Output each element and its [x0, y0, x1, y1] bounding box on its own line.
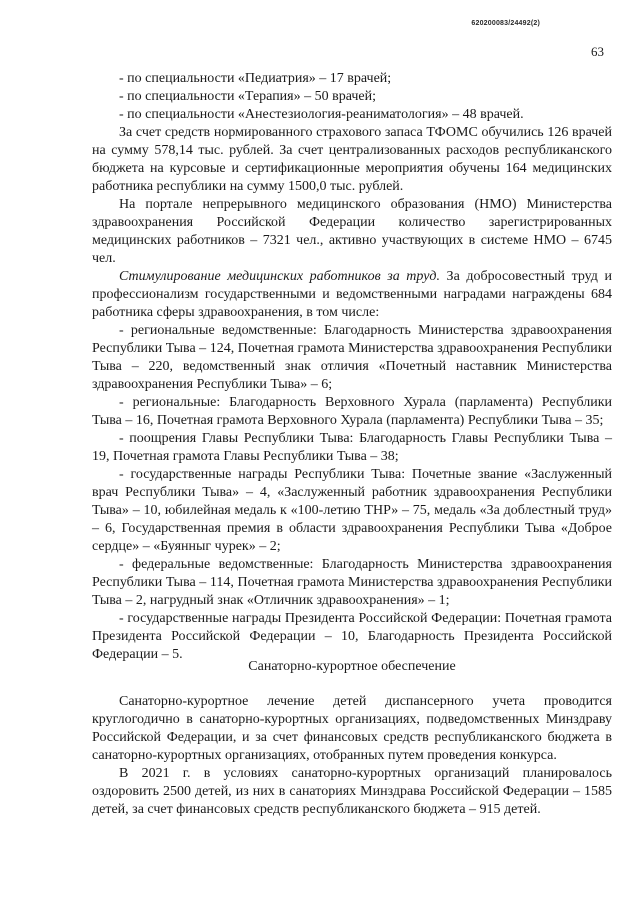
award-list-item: - государственные награды Республики Тыва: Почетные звание «Заслуженный врач Республики Тыва» – 4, «Заслуженный работник здравоохранения Республики Тыва» – 10, юбилейная медаль к «100-летию ТНР» – 75, медаль «За доблестный труд» – 6, Государственная премия в области здравоохранения Республики Тыва «Доброе сердце» – «Буянныг чурек» – 2;: [92, 467, 612, 554]
page-number: 63: [591, 44, 604, 59]
sanatorium-plan-paragraph: В 2021 г. в условиях санаторно-курортных организаций планировалось оздоровить 2500 детей, из них в санаториях Минздрава Российской Федерации – 1585 детей, за счет финансовых средств республиканского бюджета – 915 детей.: [92, 766, 612, 817]
stimulation-text: За добросовестный труд и профессионализм государственными и ведомственными наградами награждены 684 работника сферы здравоохранения, в том числе:: [92, 269, 612, 320]
section-heading: Санаторно-курортное обеспечение: [248, 659, 456, 674]
nmo-portal-paragraph: На портале непрерывного медицинского образования (НМО) Министерства здравоохранения Российской Федерации количество зарегистрированных медицинских работников – 7321 чел., активно участвующих в системе НМО – 6745 чел.: [92, 197, 612, 266]
award-list-item: - поощрения Главы Республики Тыва: Благодарность Главы Республики Тыва – 19, Почетная грамота Главы Республики Тыва – 38;: [92, 431, 612, 464]
specialty-list-item: - по специальности «Анестезиология-реаниматология» – 48 врачей.: [119, 107, 524, 122]
document-code: 620200083/24492(2): [471, 20, 540, 27]
specialty-list-item: - по специальности «Педиатрия» – 17 врачей;: [119, 71, 392, 86]
award-list-item: - государственные награды Президента Российской Федерации: Почетная грамота Президента Российской Федерации – 10, Благодарность Президента Российской Федерации – 5.: [92, 611, 612, 662]
award-list-item: - федеральные ведомственные: Благодарность Министерства здравоохранения Республики Тыва – 114, Почетная грамота Министерства здравоохранения Республики Тыва – 2, нагрудный знак «Отличник здравоохранения» – 1;: [92, 557, 612, 608]
sanatorium-paragraph: Санаторно-курортное лечение детей диспансерного учета проводится круглогодично в санаторно-курортных организациях, подведомственных Минздраву Российской Федерации, и за счет финансовых средств республиканского бюджета в санаторно-курортных организациях, отобранных путем проведения конкурса.: [92, 694, 612, 763]
award-list-item: - региональные ведомственные: Благодарность Министерства здравоохранения Республики Тыва – 124, Почетная грамота Министерства здравоохранения Республики Тыва – 220, ведомственный знак отличия «Почетный наставник Министерства здравоохранения Республики Тыва» – 6;: [92, 323, 612, 392]
stimulation-paragraph: [92, 268, 612, 322]
body-text-top: [92, 70, 612, 664]
specialty-list-item: - по специальности «Терапия» – 50 врачей;: [119, 89, 377, 104]
body-text-bottom: [92, 693, 612, 819]
tfoms-training-paragraph: За счет средств нормированного страхового запаса ТФОМС обучились 126 врачей на сумму 578,14 тыс. рублей. За счет централизованных расходов республиканского бюджета на курсовые и сертификационные мероприятия обучены 164 медицинских работника республики на сумму 1500,0 тыс. рублей.: [92, 125, 612, 194]
stimulation-lead: Стимулирование медицинских работников за труд.: [119, 269, 440, 284]
award-list-item: - региональные: Благодарность Верховного Хурала (парламента) Республики Тыва – 16, Почетная грамота Верховного Хурала (парламента) Республики Тыва – 35;: [92, 395, 612, 428]
